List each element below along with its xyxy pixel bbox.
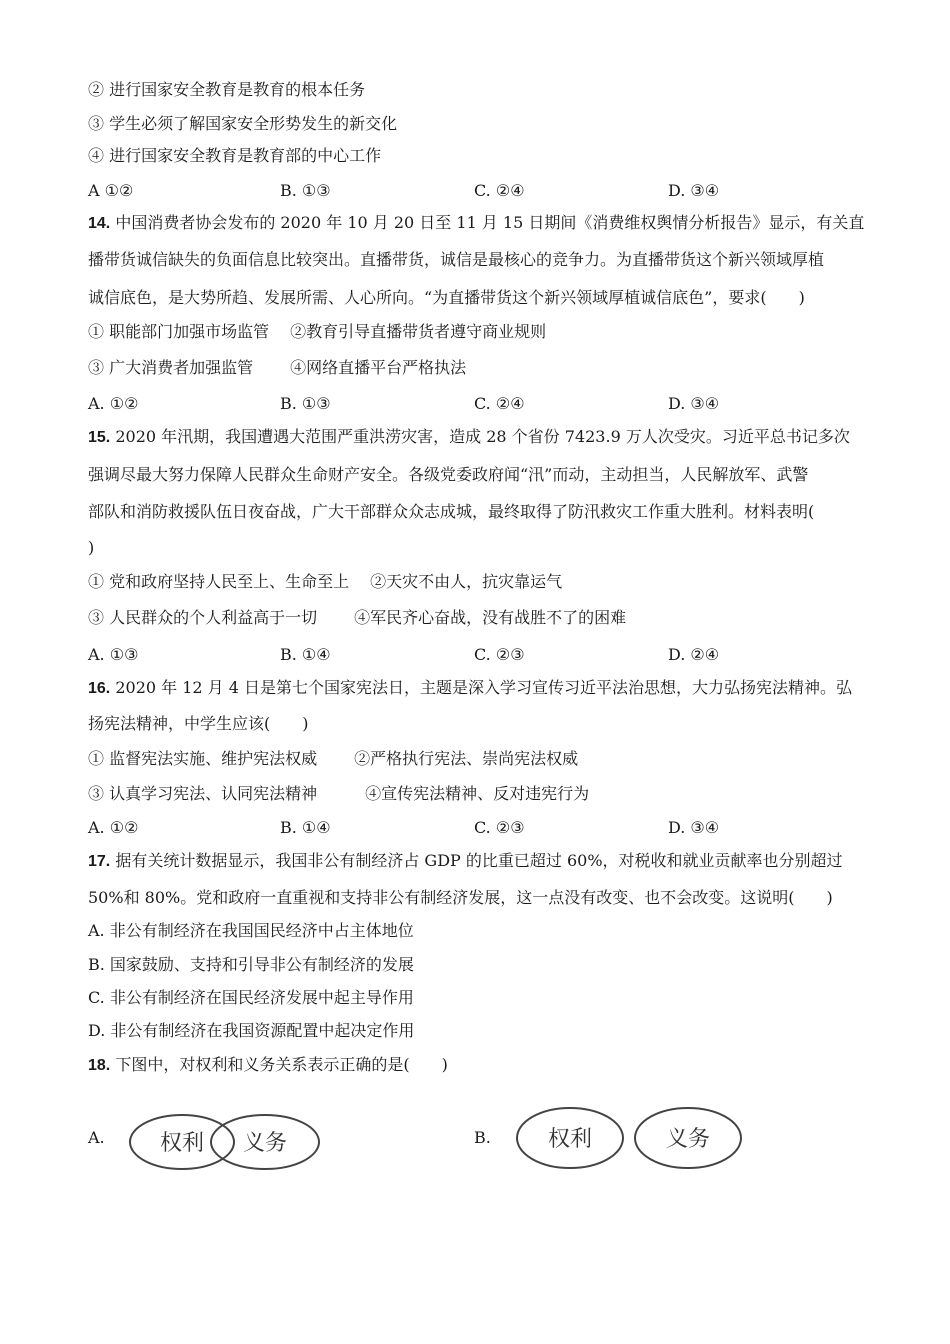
q15-option-c: C. ②③	[474, 645, 525, 664]
q15-stem-line-4: )	[88, 538, 95, 557]
q14-stem-line-1	[88, 213, 864, 234]
q14-items-1: ① 职能部门加强市场监管 ②教育引导直播带货者遵守商业规则	[88, 322, 547, 341]
q17-number: 17.	[88, 853, 111, 870]
q15-option-a: A. ①③	[88, 645, 139, 664]
q18-fig-b-separate-diagram	[512, 1104, 748, 1174]
q14-stem-line-2: 播带货诚信缺失的负面信息比较突出。直播带货，诚信是最核心的竞争力。为直播带货这个新兴领域厚植	[88, 250, 825, 269]
q17-option-a: A. 非公有制经济在我国国民经济中占主体地位	[88, 921, 414, 940]
q17-text-1: 据有关统计数据显示，我国非公有制经济占 GDP 的比重已超过 60%，对税收和就业贡献率也分别超过	[115, 851, 843, 870]
q13-option-c: C. ②④	[474, 181, 525, 200]
q18-fig-a-rights-label: 权利	[159, 1131, 205, 1156]
q18-number: 18.	[88, 1057, 111, 1074]
q14-option-d: D. ③④	[668, 394, 720, 413]
q15-text-1: 2020 年汛期，我国遭遇大范围严重洪涝灾害，造成 28 个省份 7423.9 万人次受灾。习近平总书记多次	[115, 427, 850, 446]
q16-items-2: ③ 认真学习宪法、认同宪法精神 ④宣传宪法精神、反对违宪行为	[88, 784, 590, 803]
q15-option-d: D. ②④	[668, 645, 720, 664]
q16-text-1: 2020 年 12 月 4 日是第七个国家宪法日，主题是深入学习宣传习近平法治思想，大力弘扬宪法精神。弘	[115, 678, 853, 697]
q14-option-c: C. ②④	[474, 394, 525, 413]
q18-fig-b-label: B.	[474, 1128, 491, 1147]
q16-options	[88, 818, 848, 838]
q15-option-b: B. ①④	[280, 645, 331, 664]
q17-option-b: B. 国家鼓励、支持和引导非公有制经济的发展	[88, 955, 414, 974]
q13-item-4: ④ 进行国家安全教育是教育部的中心工作	[88, 146, 382, 165]
q14-option-a: A. ①②	[88, 394, 139, 413]
q18-fig-a-label: A.	[88, 1128, 105, 1147]
q14-text-1: 中国消费者协会发布的 2020 年 10 月 20 日至 11 月 15 日期间《消费维权舆情分析报告》显示，有关直	[115, 213, 865, 232]
q18-fig-b-rights-label: 权利	[547, 1127, 593, 1152]
q13-options	[88, 181, 848, 201]
q13-option-d: D. ③④	[668, 181, 720, 200]
q13-option-a: A ①②	[88, 181, 134, 200]
q16-option-c: C. ②③	[474, 818, 525, 837]
q14-items-2: ③ 广大消费者加强监管 ④网络直播平台严格执法	[88, 358, 467, 377]
q14-options	[88, 394, 848, 414]
q15-items-1: ① 党和政府坚持人民至上、生命至上 ②天灾不由人，抗灾靠运气	[88, 572, 563, 591]
q16-option-d: D. ③④	[668, 818, 720, 837]
q18-fig-b-duties-label: 义务	[665, 1127, 711, 1152]
q13-option-b: B. ①③	[280, 181, 331, 200]
q14-option-b: B. ①③	[280, 394, 331, 413]
q18-stem-line-1	[88, 1055, 448, 1076]
q15-stem-line-1	[88, 427, 850, 448]
q13-item-2: ② 进行国家安全教育是教育的根本任务	[88, 80, 366, 99]
q17-stem-line-1	[88, 851, 843, 872]
q16-items-1: ① 监督宪法实施、维护宪法权威 ②严格执行宪法、崇尚宪法权威	[88, 749, 579, 768]
q14-stem-line-3: 诚信底色，是大势所趋、发展所需、人心所向。“为直播带货这个新兴领域厚植诚信底色”，要求( )	[88, 288, 805, 307]
q16-number: 16.	[88, 680, 111, 697]
q17-option-d: D. 非公有制经济在我国资源配置中起决定作用	[88, 1021, 415, 1040]
q15-options	[88, 645, 848, 665]
q17-stem-line-2: 50%和 80%。党和政府一直重视和支持非公有制经济发展，这一点没有改变、也不会改变。这说明( )	[88, 888, 833, 907]
q18-text-1: 下图中，对权利和义务关系表示正确的是( )	[115, 1055, 448, 1074]
q14-number: 14.	[88, 215, 111, 232]
q15-items-2: ③ 人民群众的个人利益高于一切 ④军民齐心奋战，没有战胜不了的困难	[88, 608, 627, 627]
q18-fig-a-duties-label: 义务	[242, 1131, 288, 1156]
q16-option-b: B. ①④	[280, 818, 331, 837]
q18-fig-a-overlapping-diagram	[125, 1110, 325, 1176]
q16-stem-line-2: 扬宪法精神，中学生应该( )	[88, 714, 309, 733]
q15-number: 15.	[88, 429, 111, 446]
q16-stem-line-1	[88, 678, 852, 699]
q17-option-c: C. 非公有制经济在国民经济发展中起主导作用	[88, 988, 414, 1007]
q16-option-a: A. ①②	[88, 818, 139, 837]
q15-stem-line-3: 部队和消防救援队伍日夜奋战，广大干部群众众志成城，最终取得了防汛救灾工作重大胜利。材料表明(	[88, 502, 815, 521]
q13-item-3: ③ 学生必须了解国家安全形势发生的新交化	[88, 114, 398, 133]
q15-stem-line-2: 强调尽最大努力保障人民群众生命财产安全。各级党委政府闻“汛”而动，主动担当，人民解放军、武警	[88, 465, 809, 484]
